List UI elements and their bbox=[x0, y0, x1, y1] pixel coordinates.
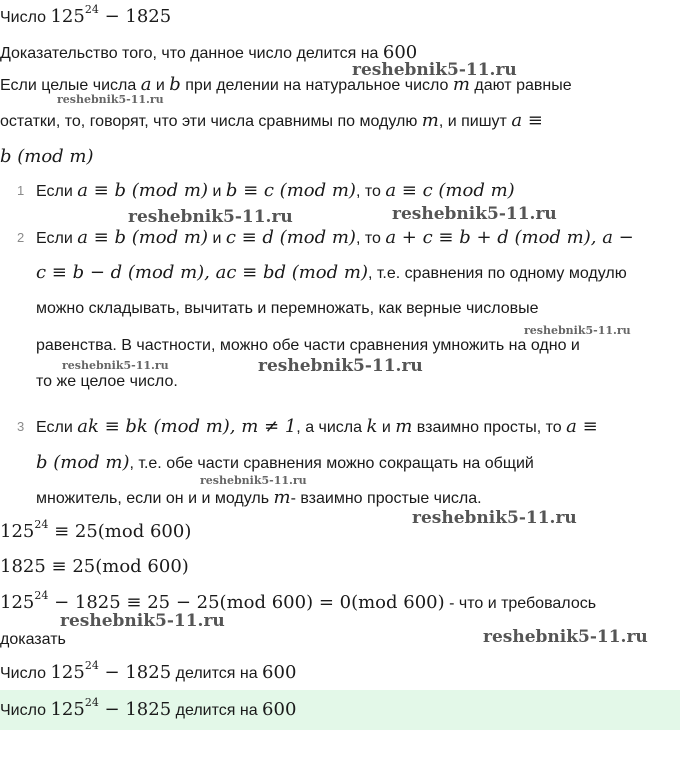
watermark: reshebnik5-11.ru bbox=[258, 356, 423, 376]
watermark: reshebnik5-11.ru bbox=[60, 611, 225, 631]
list-item-1: Если a ≡ b (mod m) и b ≡ c (mod m), то a ≡ c (mod m) bbox=[36, 180, 515, 201]
intro-line-3: b (mod m) bbox=[0, 146, 94, 167]
calc-line-3: $125^{24} - 1825 \equiv 25 - 25(mod$ 600) = 0(mod 600) - что и требовалось bbox=[0, 589, 597, 613]
list-item-3-line-2: b (mod m), т.е. обе части сравнения можно сокращать на общий bbox=[36, 452, 534, 473]
calc-line-1: $125^{24} \equiv 25(mod$ 600) bbox=[0, 518, 192, 542]
intro-line-1: Если целые числа a и b при делении на натуральное число m дают равные bbox=[0, 74, 572, 95]
calc-line-2: 1825 ≡ 25(mod 600) bbox=[0, 556, 189, 577]
list-item-2-line-4: равенства. В частности, можно обе части сравнения умножить на одно и bbox=[36, 337, 580, 354]
list-item-3-line-3: множитель, если он и и модуль m- взаимно простые числа. bbox=[36, 487, 482, 508]
list-item-3-line-1: Если ak ≡ bk (mod m), m ≠ 1, а числа k и m взаимно просты, то a ≡ bbox=[36, 416, 598, 437]
list-item-2-line-2: c ≡ b − d (mod m), ac ≡ bd (mod m), т.е. сравнения по одному модулю bbox=[36, 262, 627, 283]
list-number-2: 2 bbox=[17, 230, 25, 245]
proof-heading: Доказательство того, что данное число делится на 600 bbox=[0, 42, 418, 63]
watermark: reshebnik5-11.ru bbox=[200, 474, 307, 487]
watermark: reshebnik5-11.ru bbox=[57, 93, 164, 106]
watermark: reshebnik5-11.ru bbox=[62, 359, 169, 372]
list-item-2-line-3: можно складывать, вычитать и перемножать, как верные числовые bbox=[36, 300, 539, 317]
list-number-1: 1 bbox=[17, 183, 25, 198]
intro-line-2: остатки, то, говорят, что эти числа сравнимы по модулю m, и пишут a ≡ bbox=[0, 110, 543, 131]
list-item-2-line-1: Если a ≡ b (mod m) и c ≡ d (mod m), то a + c ≡ b + d (mod m), a − bbox=[36, 227, 634, 248]
watermark: reshebnik5-11.ru bbox=[392, 204, 557, 224]
conclusion: Число $125^{24} - 1825$ делится на 600 bbox=[0, 659, 297, 683]
watermark: reshebnik5-11.ru bbox=[412, 508, 577, 528]
watermark: reshebnik5-11.ru bbox=[524, 324, 631, 337]
title: Число $125^{24} - 1825$ bbox=[0, 3, 172, 27]
watermark: reshebnik5-11.ru bbox=[128, 207, 293, 227]
answer-text: Число $125^{24} - 1825$ делится на 600 bbox=[0, 696, 297, 720]
watermark: reshebnik5-11.ru bbox=[352, 60, 517, 80]
watermark: reshebnik5-11.ru bbox=[483, 627, 648, 647]
list-item-2-line-5: то же целое число. bbox=[36, 373, 178, 390]
list-number-3: 3 bbox=[17, 419, 25, 434]
calc-line-3-end: доказать bbox=[0, 631, 66, 648]
